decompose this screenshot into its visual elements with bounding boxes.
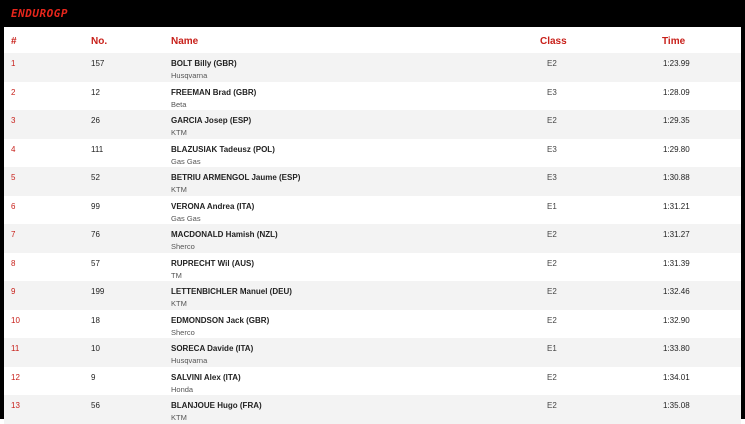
rider-name: SALVINI Alex (ITA)	[171, 372, 241, 382]
rider-name: BETRIU ARMENGOL Jaume (ESP)	[171, 173, 301, 182]
row-time: 1:29.35	[663, 116, 690, 125]
row-number: 10	[91, 344, 100, 353]
row-position: 7	[11, 230, 16, 239]
row-number: 52	[91, 173, 100, 182]
top-bar	[0, 0, 745, 27]
table-row[interactable]	[4, 139, 741, 168]
row-class: E2	[547, 230, 557, 239]
row-number: 76	[91, 230, 100, 239]
rider-brand: Husqvarna	[171, 71, 208, 80]
row-position: 10	[11, 315, 20, 325]
rider-name: BLANJOUE Hugo (FRA)	[171, 401, 262, 410]
row-number: 56	[91, 401, 100, 410]
right-frame	[741, 27, 745, 419]
table-row[interactable]	[4, 338, 741, 367]
row-class: E3	[547, 87, 557, 97]
rider-brand: KTM	[171, 299, 187, 308]
row-time: 1:31.39	[663, 258, 690, 268]
endurogp-logo[interactable]: ENDUROGP	[11, 7, 68, 20]
rider-brand: Gas Gas	[171, 213, 201, 223]
row-position: 6	[11, 201, 16, 211]
table-row[interactable]	[4, 395, 741, 424]
header-time: Time	[662, 36, 686, 47]
row-class: E3	[547, 173, 557, 182]
row-class: E2	[547, 372, 557, 382]
row-class: E2	[547, 401, 557, 410]
rider-name: VERONA Andrea (ITA)	[171, 201, 255, 211]
header-number: No.	[91, 36, 108, 47]
row-number: 18	[91, 315, 100, 325]
rider-brand: Gas Gas	[171, 156, 201, 166]
row-class: E3	[547, 144, 557, 154]
row-class: E2	[547, 258, 557, 268]
row-position: 1	[11, 59, 16, 68]
row-class: E1	[547, 344, 557, 353]
row-time: 1:33.80	[663, 344, 690, 353]
row-time: 1:31.27	[663, 230, 690, 239]
rider-brand: KTM	[171, 185, 187, 194]
row-time: 1:29.80	[663, 144, 690, 154]
table-header	[4, 27, 741, 53]
table-row[interactable]	[4, 110, 741, 139]
row-class: E2	[547, 116, 557, 125]
rider-brand: TM	[171, 270, 182, 280]
row-position: 11	[11, 344, 20, 353]
rider-brand: KTM	[171, 128, 187, 137]
rider-brand: KTM	[171, 413, 187, 422]
rider-name: RUPRECHT Wil (AUS)	[171, 258, 255, 268]
row-position: 3	[11, 116, 16, 125]
row-time: 1:28.09	[663, 87, 690, 97]
row-time: 1:32.46	[663, 287, 690, 296]
table-row[interactable]	[4, 310, 741, 339]
header-name: Name	[171, 36, 199, 47]
row-position: 12	[11, 372, 20, 382]
table-row[interactable]	[4, 224, 741, 253]
row-position: 5	[11, 173, 16, 182]
rider-name: LETTENBICHLER Manuel (DEU)	[171, 287, 292, 296]
table-row[interactable]	[4, 367, 741, 396]
row-number: 12	[91, 87, 100, 97]
rider-name: EDMONDSON Jack (GBR)	[171, 315, 270, 325]
row-time: 1:35.08	[663, 401, 690, 410]
row-number: 9	[91, 372, 96, 382]
row-time: 1:23.99	[663, 59, 690, 68]
rider-name: BOLT Billy (GBR)	[171, 59, 237, 68]
table-row[interactable]	[4, 82, 741, 111]
header-position: #	[11, 36, 17, 47]
table-body	[4, 53, 741, 424]
table-row[interactable]	[4, 53, 741, 82]
table-row[interactable]	[4, 196, 741, 225]
row-class: E1	[547, 201, 557, 211]
row-time: 1:31.21	[663, 201, 690, 211]
row-number: 99	[91, 201, 100, 211]
table-row[interactable]	[4, 253, 741, 282]
table-row[interactable]	[4, 281, 741, 310]
row-number: 157	[91, 59, 105, 68]
row-time: 1:34.01	[663, 372, 690, 382]
rider-brand: Honda	[171, 384, 194, 394]
rider-name: FREEMAN Brad (GBR)	[171, 87, 257, 97]
results-table	[4, 27, 741, 424]
rider-brand: Beta	[171, 99, 187, 109]
row-class: E2	[547, 287, 557, 296]
row-position: 2	[11, 87, 16, 97]
row-time: 1:30.88	[663, 173, 690, 182]
rider-name: MACDONALD Hamish (NZL)	[171, 230, 278, 239]
header-class: Class	[540, 36, 567, 47]
table-row[interactable]	[4, 167, 741, 196]
rider-name: GARCIA Josep (ESP)	[171, 116, 252, 125]
row-position: 13	[11, 401, 20, 410]
rider-brand: Sherco	[171, 327, 195, 337]
rider-brand: Sherco	[171, 242, 195, 251]
row-number: 26	[91, 116, 100, 125]
rider-name: SORECA Davide (ITA)	[171, 344, 254, 353]
row-position: 9	[11, 287, 16, 296]
row-number: 111	[91, 144, 104, 154]
row-class: E2	[547, 59, 557, 68]
row-position: 8	[11, 258, 16, 268]
row-position: 4	[11, 144, 16, 154]
rider-brand: Husqvarna	[171, 356, 208, 365]
rider-name: BLAZUSIAK Tadeusz (POL)	[171, 144, 275, 154]
row-number: 199	[91, 287, 105, 296]
row-class: E2	[547, 315, 557, 325]
row-time: 1:32.90	[663, 315, 690, 325]
row-number: 57	[91, 258, 100, 268]
